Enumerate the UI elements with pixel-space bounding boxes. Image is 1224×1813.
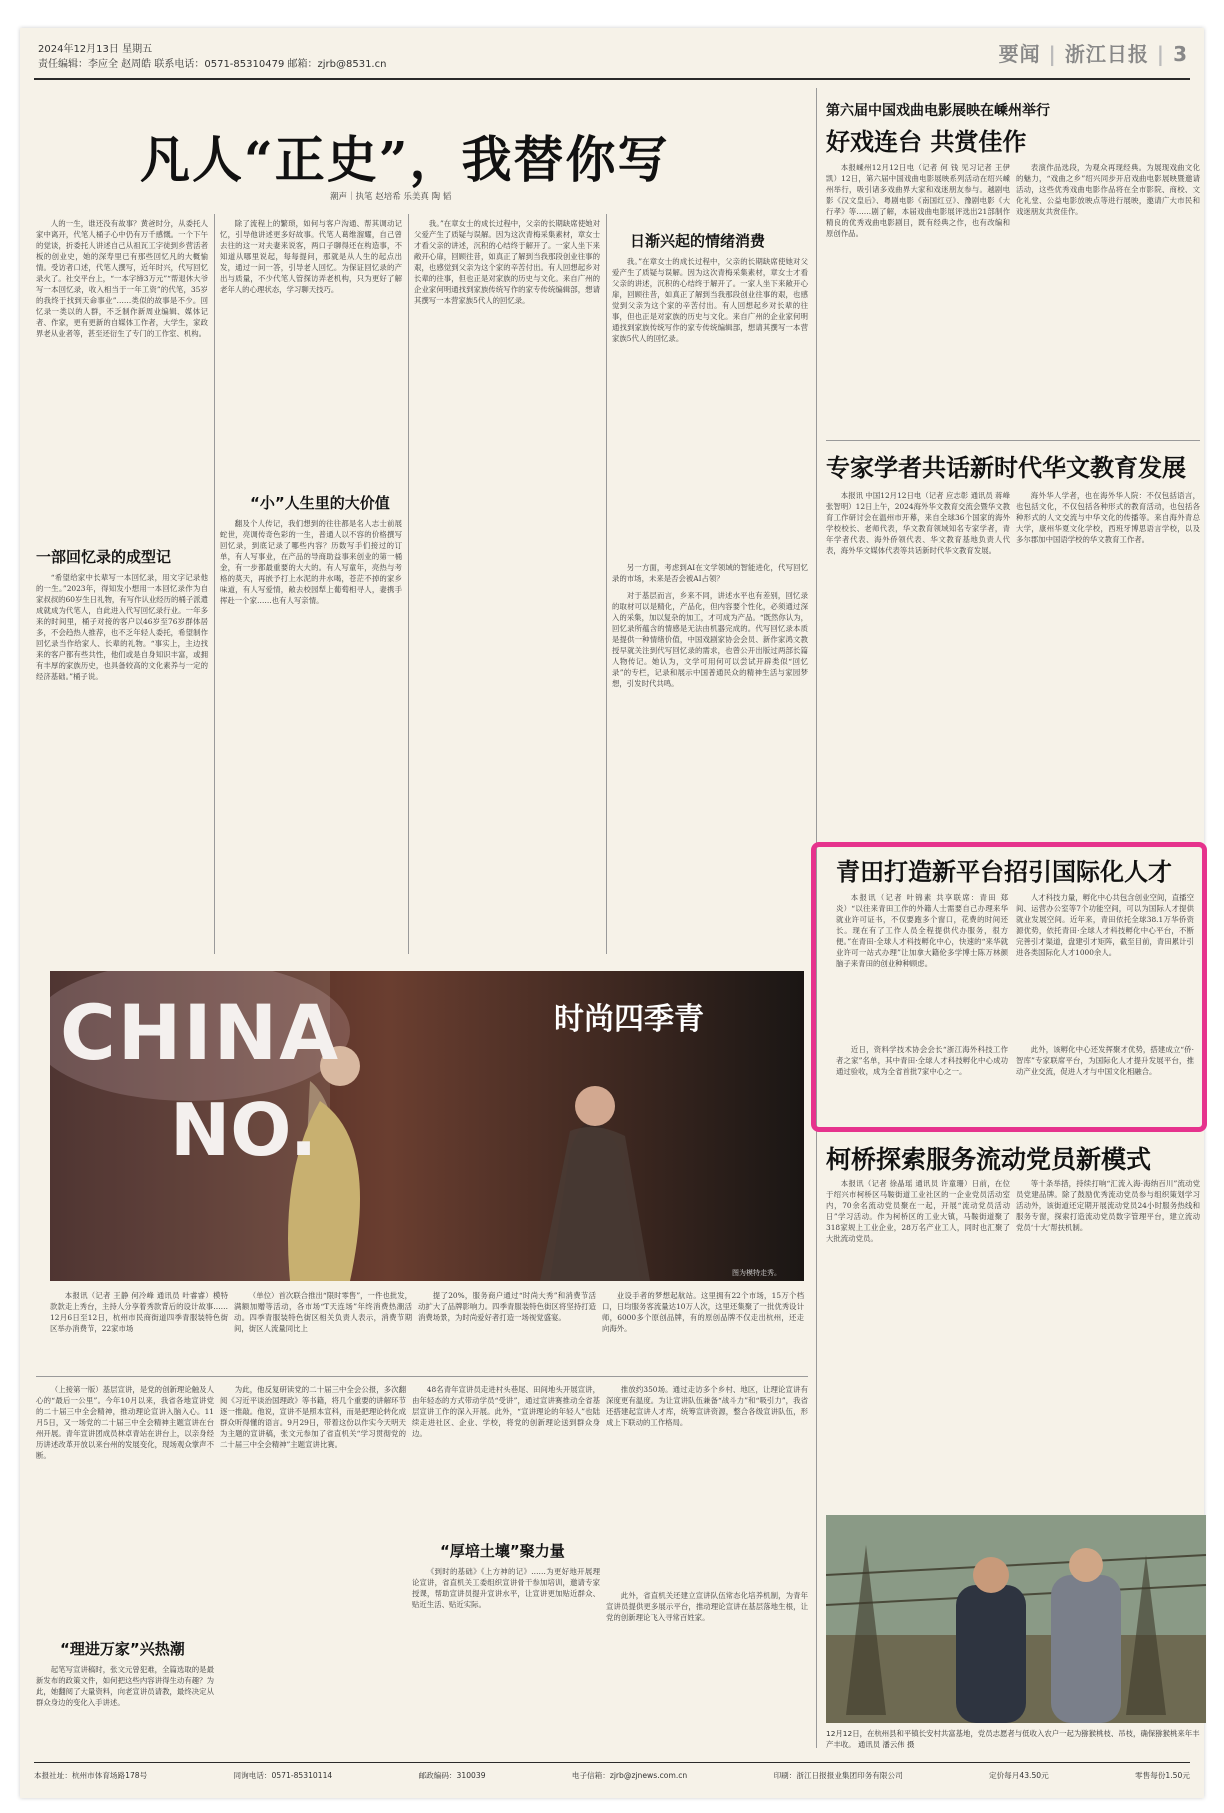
footer-email: 电子信箱：zjrb@zjnews.com.cn	[571, 1771, 688, 1780]
lead-subhead-3: 日渐兴起的情绪消费	[630, 232, 766, 250]
story3-headline: 青田打造新平台招引国际化人才	[836, 858, 1172, 886]
footer-postcode: 邮政编码：310039	[418, 1771, 486, 1780]
photo-story-body-4: 业设手者的梦想起航站。这里拥有22个市场，15万个档口，日均服务客流量达10万人次，这里还集聚了一批优秀设计师，6000多个原创品牌，有的原创品牌不仅走出杭州，还走向海外。	[602, 1291, 804, 1333]
footer-printer: 印刷：浙江日报报业集团印务有限公司	[773, 1771, 903, 1780]
lead-body-col4b: 另一方面，考虑到AI在文学领域的智能进化，代写回忆录的市场，未来是否会被AI占领？	[612, 563, 808, 583]
story3-body-2b: 此外，该孵化中心还发挥聚才优势，搭建成立“侨·智库”专家联席平台，为国际化人才提升发展平台，推动产业交流，促进人才与中国文化相融合。	[1016, 1045, 1194, 1076]
section-divider	[36, 1376, 808, 1377]
story3-body-2: 人才科技力量，孵化中心共包含创业空间，直播空间、运营办公室等7个功能空间，可以为国际人才提供就业发展空间。近年来，青田依托全球38.1万华侨资源优势，依托青田·全球人才科技孵化中心平台，不断完善引才渠道，盘建引才矩阵，截至目前，青田累计引进各类国际化人才1000余人。	[1016, 893, 1194, 957]
issue-date: 2024年12月13日 星期五	[38, 44, 153, 55]
lead-body-col4: 我。”在章女士的成长过程中，父亲的长期缺席使她对父爱产生了质疑与误解。因为这次青梅采集素材，章女士才看父亲的讲述，沉积的心结终于解开了。一家人坐下来敞开心扉，回顾往昔，如真正了解到当我那段创业往事的艰，也感觉到父亲为这个家的辛苦付出。有人回想起乡对长辈的往事，但也正是对家族的历史与文化。来自广州的企业家何明通找到家族传统写作的家专传统编辑部，想请其撰写一本营家族5代人的回忆录。	[612, 257, 808, 343]
stage-banner-text-2: NO.	[170, 1088, 318, 1172]
section-label: 要闻	[998, 42, 1041, 66]
story2-body-2: 海外华人学者，也在海外华人院：不仅包括语言，也包括文化，不仅包括各种形式的教育活动，也包括各种形式的人文交流与中华文化的传播等。来自海外青总大学，康州华夏文化学校，西班牙博思语言学校，以及多尔郡加中国语学校的华文教育工作者。	[1016, 491, 1200, 544]
story4-headline: 柯桥探索服务流动党员新模式	[826, 1145, 1152, 1174]
lead-body-col2b: 翻及个人传记，我们想到的往往都是名人志士前展蛇世，亮调传奇色彩的一生，普通人以不容的价格撰写回忆录，到底记录了哪些内容？历数写手们接过的订单，有人写事业，在产品的导商助益事来创业的第一桶金，有一步都最重要的大大的。有人写童年，亮热与考格的莫天，再嵌予打上水泥的井水喝，苍茫不掉的家乡味道，有人写爱情，敞去校园犁上葡萄相寻人，妻携手挥赴一个家……也有人写亲情。	[220, 519, 402, 605]
story2-headline: 专家学者共话新时代华文教育发展	[826, 454, 1186, 482]
continued-story-col1b: 起笔写宣讲稿时，张文元曾犯难，全篇选取的是最新发布的政策文件，如何把这些内容讲得生动有趣？为此，她翻阅了大量资料，向老宣讲员请教，最终决定从群众身边的变化入手讲述。	[36, 1665, 214, 1707]
story1-kicker: 第六届中国戏曲电影展映在嵊州举行	[826, 103, 1050, 119]
footer-address: 本报社址：杭州市体育场路178号	[34, 1771, 148, 1780]
page-number: 3	[1173, 42, 1188, 66]
photo-story-body: 本报讯（记者 王静 何冷峰 通讯员 叶睿睿）模特款款走上秀台，主持人分享着秀款背后的设计故事……12月6日至12日，杭州市民商街道四季青服装特色街区举办消费节，22家市场	[50, 1291, 228, 1333]
lead-body-col3: 我。”在章女士的成长过程中，父亲的长期缺席使她对父爱产生了质疑与误解。因为这次青梅采集素材，章女士才看父亲的讲述，沉积的心结终于解开了。一家人坐下来敞开心扉，回顾往昔，如真正了解到当我那段创业往事的艰，也感觉到父亲为这个家的辛苦付出。有人回想起乡对长辈的往事，但也正是对家族的历史与文化。来自广州的企业家何明通找到家族传统写作的家专传统编辑部，想请其撰写一本营家族5代人的回忆录。	[414, 219, 600, 305]
photo-overlay-title: 时尚四季青	[554, 1002, 704, 1037]
continued-subhead-1: “理进万家”兴热潮	[60, 1640, 185, 1658]
story1-body: 本报嵊州12月12日电（记者 何 钱 见习记者 王伊凯）12日，第六届中国戏曲电影展映系列活动在绍兴嵊州举行，吸引诸多戏曲界大家和戏迷朋友参与。越剧电影《汉文皇后》、粤剧电影《南国红豆》、豫剧电影《大行孝》等……剧了解，本届戏曲电影展评选出21部制作精良的优秀戏曲电影剧目，既有经典之作，也有改编和原创作品。	[826, 163, 1010, 238]
story1-body-2: 表演作品选段，为观众再现经典。为展现戏曲文化的魅力，“戏曲之乡”绍兴同步开启戏曲电影展映暨邀请活动，这些优秀戏曲电影作品将在全市影院、商校、文化礼堂、公益电影放映点等进行展映，邀请广大市民和戏迷朋友共赏佳作。	[1016, 163, 1200, 216]
story4-body-2: 等十条举措，持续打响“汇流入海·海纳百川”流动党员党建品牌。除了鼓励优秀流动党员参与组织策划学习活动外，该街道还定期开展流动党员24小时服务热线和服务专窗，探索打造流动党员数字管理平台，建立流动党员‘十大’帮扶机制。	[1016, 1179, 1200, 1232]
column-divider	[408, 214, 409, 954]
story3-body: 本报讯（记者 叶锦素 共享联席：青田 郑炎）“以往来青田工作的外籍人士需要自己办理来华就业许可证书，不仅要跑多个窗口，花费的时间还长。现在有了工作人员全程提供代办服务，很方便。”在青田·全球人才科技孵化中心，快速的“来华就业许可一站式办理”让加拿大籍伦多学博士陈万林颜脑子来青田的创业种种顾虑。	[836, 893, 1008, 968]
lead-body-col4c: 对于基层而言，乡来不同，讲述水平也有差别，回忆录的取材可以是精化，产品化，但内容要个性化，必须通过深入的采集，加以复杂的加工，才可成为产品。“既然你认为，回忆录所蕴含的情感是无法由机器完成的。代写回忆录本质是提供一种情绪价值，中国戏剧家协会会员、新作家鸿文教授早就关注到代写回忆录的需求，也曾公开出版过两部长篇人物传记。她认为，文学可用何可以尝试开辟类似“回忆录”的专栏，记录和展示中国普通民众的精神生活与家园梦想，引发时代共鸣。	[612, 591, 808, 688]
lead-headline: 凡人“正史”，我替你写	[140, 130, 670, 189]
footer-price-month: 定价每月43.50元	[989, 1771, 1049, 1780]
orchard-photo-illustration	[826, 1515, 1206, 1723]
page-header-meta	[38, 42, 386, 72]
story3-body-b: 近日，资料学技术协会会长“浙江海外科技工作者之家”名单，其中青田·全球人才科技孵化中心成功通过验收，成为全省首批7家中心之一。	[836, 1045, 1008, 1076]
header-rule	[34, 78, 1190, 80]
section-divider	[826, 440, 1200, 441]
footer-rule	[34, 1762, 1190, 1763]
continued-story-col2: 为此，他反复研读党的二十届三中全会公报，多次翻阅《习近平谈治国理政》等书籍，将几个重要的讲解环节逐一推敲。他说，宣讲不是照本宣科，而是把理论转化成群众听得懂的语言。9月29日，带着这份以作实今天明天为主题的宣讲稿，张文元参加了省直机关“学习贯彻党的二十届三中全会精神”主题宣讲比赛。	[220, 1385, 406, 1449]
editor-line: 责任编辑：李应全 赵周皓 联系电话：0571-85310479 邮箱：zjrb@8531.cn	[38, 59, 387, 70]
story4-body: 本报讯（记者 徐晶瑶 通讯员 许童珊）日前，在位于绍兴市柯桥区马鞍街道工业社区的一企业党员活动室内，70余名流动党员聚在一起，开展“流动党员活动日”学习活动。作为柯桥区的工业大镇，马鞍街道聚了318家规上工业企业，28万名产业工人，同时也汇聚了大批流动党员。	[826, 1179, 1010, 1243]
newspaper-page	[20, 28, 1204, 1798]
photo-story-body-2: （单位）首次联合推出“限时零售”，一件也批发，满额加赠等活动，各市场“T天连场”年终消费热潮活动。四季青服装特色街区相关负责人表示，消费节期间，街区人流量同比上	[234, 1291, 412, 1333]
photo-credit: 图为模特走秀。	[732, 1269, 781, 1277]
orchard-photo	[826, 1515, 1206, 1723]
footer-price-each: 零售每份1.50元	[1135, 1771, 1190, 1780]
continued-subhead-2: “厚培土壤”聚力量	[440, 1542, 565, 1560]
orchard-photo-caption: 12月12日，在杭州县和平镇长安村共富基地，党员志愿者与低收入农户一起为猕猴桃枝、吊枝，确保猕猴桃来年丰产丰收。 通讯员 潘云伟 摄	[826, 1729, 1200, 1749]
continued-story-col4: 推放约350场。通过走访多个乡村、地区，让理论宣讲有深度更有温度。为让宣讲队伍兼备“战斗力”和“吸引力”，我省还搭建起宣讲人才库，统筹宣讲资源，整合各级宣讲队伍，形成上下联动的工作格局。	[606, 1385, 808, 1427]
story1-headline: 好戏连台 共赏佳作	[826, 128, 1027, 156]
lead-body-col1: 人的一生，谁还没有故事？黄爸时分，从委托人家中离开，代笔人桶子心中仍有万千感慨。一个下午的觉谈，折委托人讲述自己从祖瓦工字徒到乡营活者板的创业史，她的深寿里已有那些回忆凡的大概愉情。受访者口述，代笔人撰写，近年时兴，代写回忆录火了。社交平台上，“一本字缔3万元”“帮退休大爷写一本回忆录，收入相当于一年工资”的代笔，35岁的我终于找到天命事业”……类似的故事是不少。回忆录一类以的人群，不乏制作新周业编辑、媒体记者、作家，更有更新的自媒体工作者，大学生，家政界老从业者等，甚至还衍生了专门的工作室、机构。	[36, 219, 208, 338]
lead-subhead-2: “小”人生里的大价值	[250, 494, 390, 512]
column-divider	[606, 214, 607, 954]
lead-byline: 潮声｜执笔 赵培希 乐美真 陶 韬	[330, 192, 452, 202]
page-footer	[34, 1770, 1190, 1781]
lead-body-col1b: “希望给家中长辈写一本回忆录，用文字记录他的一生。”2023年，得知发小想用一本回忆录作为自家叔叔的60岁生日礼物，有写作认业经历的桶子派遣成就成为代笔人，自此进入代写回忆录行业。一年多来的时间里，桶子对接的客户以46岁至76岁群体居多，不会趋热人推荐，也不乏年轻人委托，希望制作回忆录当作给家人、长辈的礼物。“事实上，主边找来的客户都有些共性，他们或是自身知识丰富，或拥有丰厚的家族历史，也具备较高的文化素养与一定的经济基础。”桶子说。	[36, 573, 208, 681]
paper-name: 浙江日报	[1064, 42, 1149, 66]
continued-story-col3b: 《到时的基础》《上方神的记》……为更好地开展理论宣讲，省直机关工委组织宣讲骨干参加培训，邀请专家授课，帮助宣讲员提升宣讲水平，让宣讲更加贴近群众、贴近生活、贴近实际。	[412, 1567, 600, 1609]
photo-story-body-3: 提了20%，服务商户通过“时尚大秀”和消费节活动扩大了品牌影响力。四季青服装特色街区将坚持打造消费场景，为时尚爱好者打造一场视觉盛宴。	[418, 1291, 596, 1322]
continued-story-col4b: 此外，省直机关还建立宣讲队伍常态化培养机制，为青年宣讲员提供更多展示平台，推动理论宣讲在基层落地生根，让党的创新理论飞入寻常百姓家。	[606, 1591, 808, 1622]
lead-body-col2: 除了流程上的繁琐，如何与客户沟通、帮其调动记忆，引导他讲述更多好故事。代笔人葛维溜耀，自己曾去往的这一对夫妻来说客，两口子聊得还在构造事，不知道从哪里说起，每每提问，那就是从人生的起点出发，通过一问一答，引导老人回忆。为保证回忆录的产出与质量，不少代笔人管探访弄老机构，只为更好了解老年人的心理状态，学习聊天技巧。	[220, 219, 402, 294]
column-divider	[214, 214, 215, 954]
page-header-brand: 要闻 | 浙江日报 | 3	[998, 42, 1188, 66]
footer-phone: 同询电话：0571-85310114	[233, 1771, 333, 1780]
continued-story-col1: （上接第一版）基层宣讲，是党的创新理论触及人心的“最后一公里”。今年10月以来，我省各地宣讲党的二十届三中全会精神，推动理论宣讲入脑入心。11月5日，又一场党的二十届三中全会精神主题宣讲在台州开展。青年宣讲团成员林卓青站在讲台上，以亲身经历讲述改革开放以来台州的发展变化，现场观众掌声不断。	[36, 1385, 214, 1460]
continued-story-col3: 48名青年宣讲员走进村头巷尾、田间地头开展宣讲，由年轻态的方式带动学员“受讲”，通过宣讲赛推动全省基层宣讲工作的深入开展。此外，“宣讲理论的年轻人”也陆续走进社区、企业、学校，将党的创新理论送到群众身边。	[412, 1385, 600, 1438]
stage-banner-text: CHINA	[60, 988, 341, 1077]
lead-subhead-1: 一部回忆录的成型记	[36, 548, 172, 566]
story2-body: 本报讯 中国12月12日电（记者 应志彰 通讯员 蒋峰 张智明）12日上午，2024海外华文教育交流会暨华文教育工作研讨会在温州市开幕，来自全球36个国家的海外学校校长、老师代表，华文教育领域知名专家学者，青年学者代表、海外侨领代表、华文教育基地负责人代表，海外华文媒体代表等共话新时代华文教育发展。	[826, 491, 1010, 555]
